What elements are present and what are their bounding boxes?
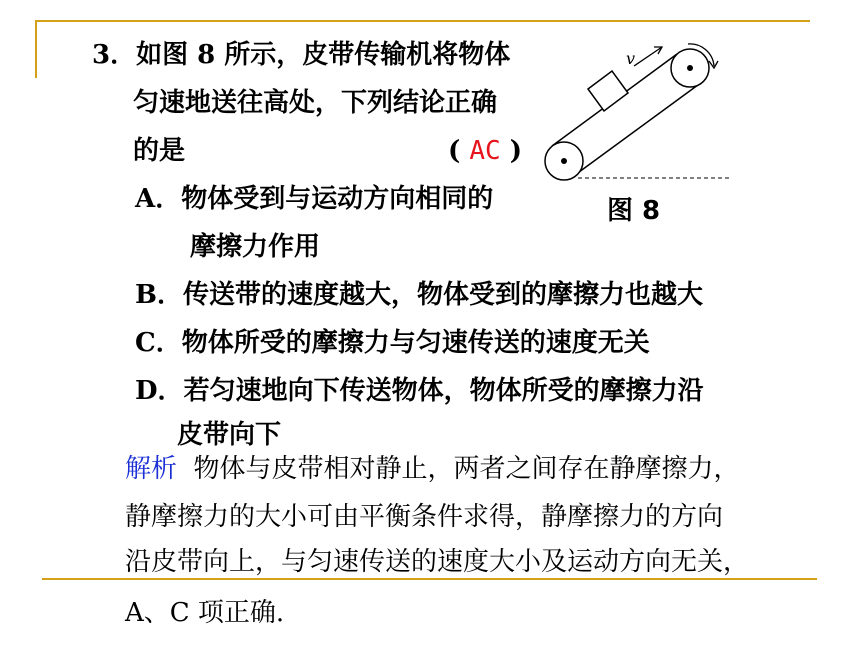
analysis-line1: 解析 物体与皮带相对静止，两者之间存在静摩擦力， xyxy=(125,454,740,484)
answer-text: AC xyxy=(469,136,501,166)
answer-bracket: ( AC ) xyxy=(448,136,523,166)
question-stem-line1: 3．如图 8 所示，皮带传输机将物体 xyxy=(92,40,511,70)
analysis-line4: A、C 项正确. xyxy=(125,598,285,628)
option-b: B．传送带的速度越大，物体受到的摩擦力也越大 xyxy=(135,280,704,310)
lower-pulley xyxy=(545,142,583,180)
option-a-line1: A．物体受到与运动方向相同的 xyxy=(135,184,494,214)
conveyor-belt-figure xyxy=(540,40,740,190)
velocity-label: v xyxy=(626,49,636,68)
option-d-line1: D．若匀速地向下传送物体，物体所受的摩擦力沿 xyxy=(135,376,704,406)
option-a-line2: 摩擦力作用 xyxy=(190,232,321,262)
option-c: C．物体所受的摩擦力与匀速传送的速度无关 xyxy=(135,328,650,358)
top-rule xyxy=(35,20,810,22)
analysis-line2: 静摩擦力的大小可由平衡条件求得，静摩擦力的方向 xyxy=(125,502,724,532)
left-rule xyxy=(35,20,37,78)
analysis-label: 解析 xyxy=(125,454,178,484)
question-stem-line3: 的是 xyxy=(133,136,186,166)
velocity-arrow xyxy=(634,47,662,66)
stem-text-1: 如图 8 所示，皮带传输机将物体 xyxy=(136,40,511,70)
question-number: 3 xyxy=(92,40,111,70)
upper-pulley xyxy=(671,49,709,87)
option-d-line2: 皮带向下 xyxy=(177,420,282,450)
question-stem-line2: 匀速地送往高处，下列结论正确 xyxy=(133,88,498,118)
block xyxy=(588,71,628,111)
figure-caption: 图 8 xyxy=(607,196,661,226)
analysis-line3: 沿皮带向上，与匀速传送的速度大小及运动方向无关， xyxy=(125,547,750,577)
